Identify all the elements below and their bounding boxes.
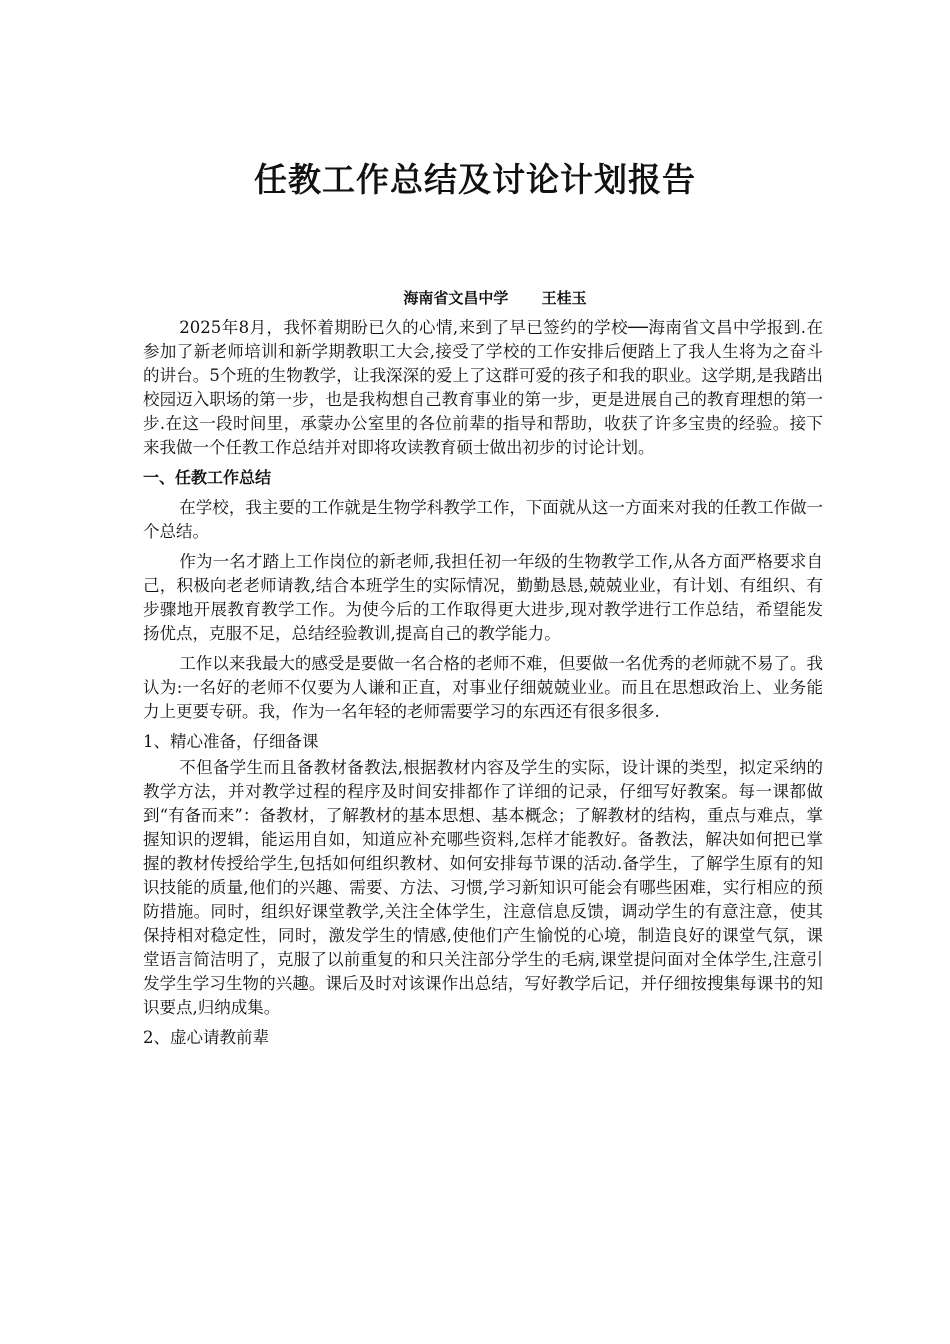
- byline: [0, 287, 950, 309]
- section1-paragraph-1: 在学校，我主要的工作就是生物学科教学工作，下面就从这一方面来对我的任教工作做一个总结。: [143, 498, 823, 541]
- section1-paragraph-2: 作为一名才踏上工作岗位的新老师,我担任初一年级的生物教学工作,从各方面严格要求自己，积极向老老师请教,结合本班学生的实际情况，勤勤恳恳,兢兢业业，有计划、有组织、有步骤地开展教育教学工作。为使今后的工作取得更大进步,现对教学进行工作总结，希望能发扬优点，克服不足，总结经验教训,提高自己的教学能力。: [143, 552, 823, 643]
- byline-author: 王桂玉: [541, 289, 587, 307]
- document-body: [143, 316, 823, 1052]
- subsection1-paragraph: 不但备学生而且备教材备教法,根据教材内容及学生的实际，设计课的类型，拟定采纳的教学方法，并对教学过程的程序及时间安排都作了详细的记录，仔细写好教案。每一课都做到“有备而来”：备教材，了解教材的基本思想、基本概念；了解教材的结构，重点与难点，掌握知识的逻辑，能运用自如，知道应补充哪些资料,怎样才能教好。备教法，解决如何把已掌握的教材传授给学生,包括如何组织教材、如何安排每节课的活动.备学生，了解学生原有的知识技能的质量,他们的兴趣、需要、方法、习惯,学习新知识可能会有哪些困难，实行相应的预防措施。同时，组织好课堂教学,关注全体学生，注意信息反馈，调动学生的有意注意，使其保持相对稳定性，同时，激发学生的情感,使他们产生愉悦的心境，制造良好的课堂气氛，课堂语言简洁明了，克服了以前重复的和只关注部分学生的毛病,课堂提问面对全体学生,注意引发学生学习生物的兴趣。课后及时对该课作出总结，写好教学后记，并仔细按搜集每课书的知识要点,归纳成集。: [143, 758, 823, 1017]
- subsection-heading-2: 2、虚心请教前辈: [143, 1028, 269, 1047]
- section1-paragraph-3: 工作以来我最大的感受是要做一名合格的老师不难，但要做一名优秀的老师就不易了。我认为:一名好的老师不仅要为人谦和正直，对事业仔细兢兢业业。而且在思想政治上、业务能力上更要专研。我，作为一名年轻的老师需要学习的东西还有很多很多.: [143, 654, 823, 721]
- section-heading-1: 一、任教工作总结: [143, 468, 272, 487]
- subsection-heading-1: 1、精心准备，仔细备课: [143, 732, 319, 751]
- byline-school: 海南省文昌中学: [403, 289, 509, 307]
- document-title: 任教工作总结及讨论计划报告: [254, 160, 696, 199]
- intro-paragraph: 2025年8月，我怀着期盼已久的心情,来到了早已签约的学校──海南省文昌中学报到.在参加了新老师培训和新学期教职工大会,接受了学校的工作安排后便踏上了我人生将为之奋斗的讲台。5个班的生物教学，让我深深的爱上了这群可爱的孩子和我的职业。这学期,是我踏出校园迈入职场的第一步，也是我构想自己教育事业的第一步，更是进展自己的教育理想的第一步.在这一段时间里，承蒙办公室里的各位前辈的指导和帮助，收获了许多宝贵的经验。接下来我做一个任教工作总结并对即将攻读教育硕士做出初步的讨论计划。: [143, 318, 823, 457]
